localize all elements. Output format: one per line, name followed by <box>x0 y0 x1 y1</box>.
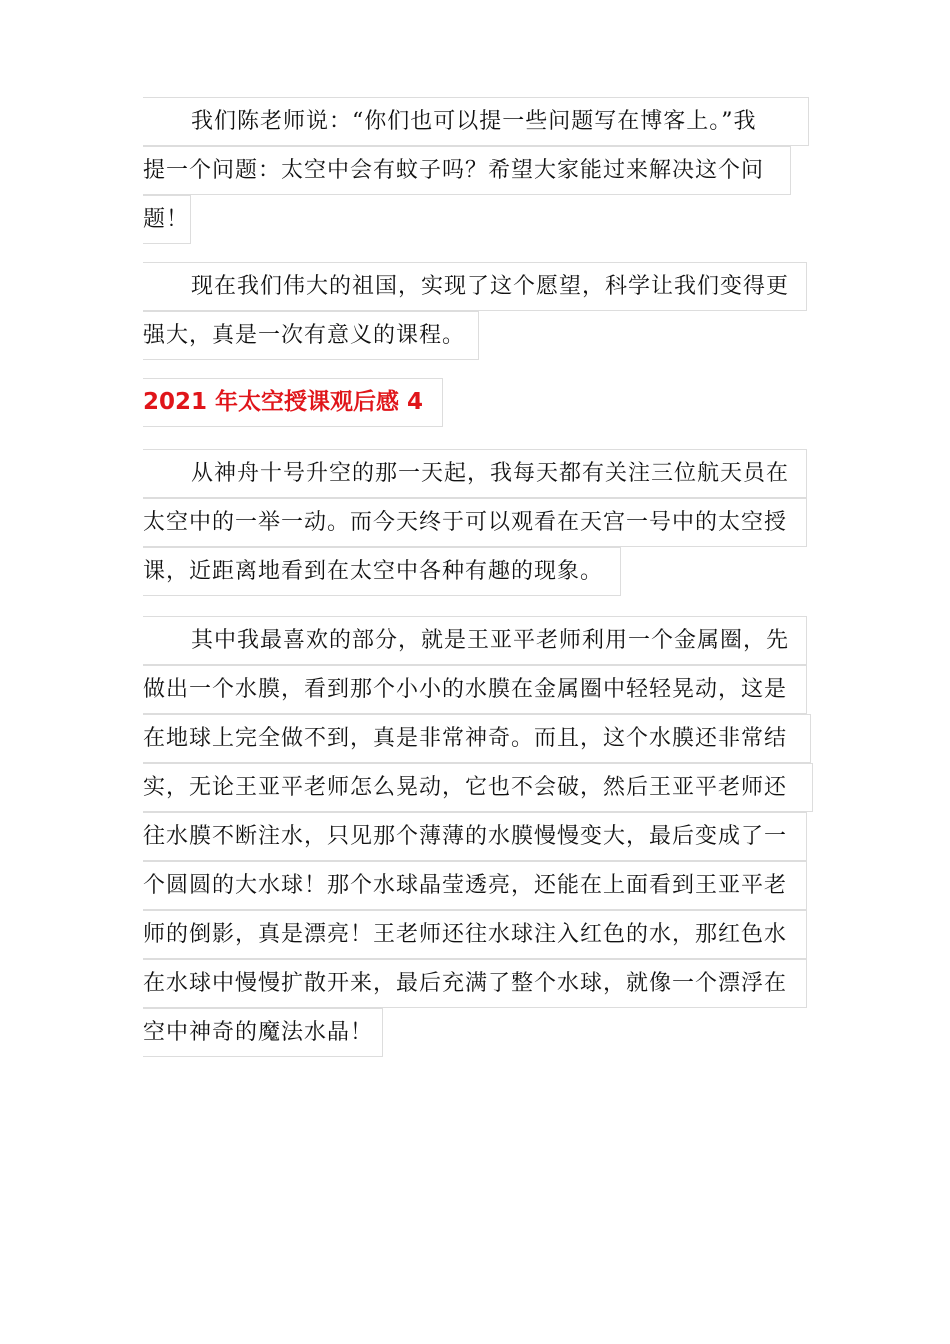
text-line: 做出一个水膜，看到那个小小的水膜在金属圈中轻轻晃动，这是 <box>143 665 807 714</box>
text-line: 提一个问题：太空中会有蚊子吗？希望大家能过来解决这个问 <box>143 146 791 195</box>
text-line: 往水膜不断注水，只见那个薄薄的水膜慢慢变大，最后变成了一 <box>143 812 807 861</box>
text-line: 题！ <box>143 195 191 244</box>
text-line: 在地球上完全做不到，真是非常神奇。而且，这个水膜还非常结 <box>143 714 811 763</box>
text-line: 空中神奇的魔法水晶！ <box>143 1008 383 1057</box>
text-line: 我们陈老师说：“你们也可以提一些问题写在博客上。”我 <box>143 97 809 146</box>
text-line: 强大，真是一次有意义的课程。 <box>143 311 479 360</box>
text-line: 在水球中慢慢扩散开来，最后充满了整个水球，就像一个漂浮在 <box>143 959 807 1008</box>
text-line: 从神舟十号升空的那一天起，我每天都有关注三位航天员在 <box>143 449 807 498</box>
text-line: 个圆圆的大水球！那个水球晶莹透亮，还能在上面看到王亚平老 <box>143 861 807 910</box>
section-heading: 2021 年太空授课观后感 4 <box>143 378 443 427</box>
text-line: 实，无论王亚平老师怎么晃动，它也不会破，然后王亚平老师还 <box>143 763 813 812</box>
text-line: 太空中的一举一动。而今天终于可以观看在天宫一号中的太空授 <box>143 498 807 547</box>
text-line: 其中我最喜欢的部分，就是王亚平老师利用一个金属圈，先 <box>143 616 807 665</box>
text-line: 现在我们伟大的祖国，实现了这个愿望，科学让我们变得更 <box>143 262 807 311</box>
text-line: 课，近距离地看到在太空中各种有趣的现象。 <box>143 547 621 596</box>
text-line: 师的倒影，真是漂亮！王老师还往水球注入红色的水，那红色水 <box>143 910 807 959</box>
